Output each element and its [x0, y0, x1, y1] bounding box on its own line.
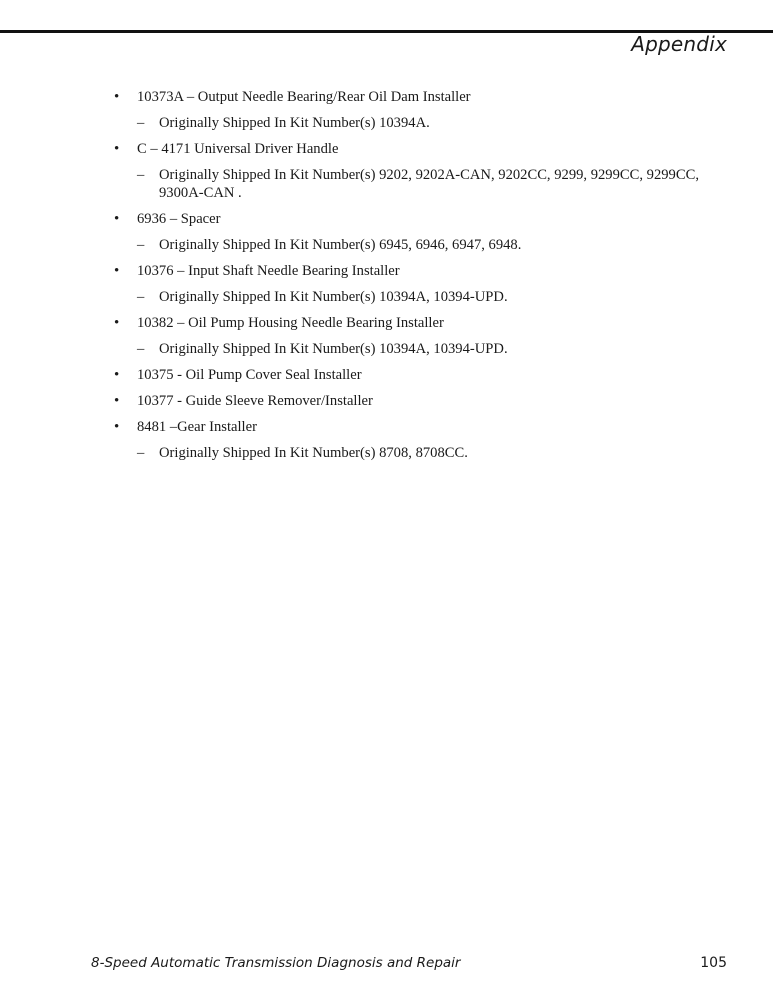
kit-note-text: Originally Shipped In Kit Number(s) 8708, 8708CC.	[159, 445, 468, 461]
tool-name-text: 10377 - Guide Sleeve Remover/Installer	[137, 393, 373, 409]
bullet-marker: •	[114, 263, 120, 279]
tool-list-item	[114, 262, 734, 280]
kit-note-item	[114, 236, 734, 254]
kit-note-text: Originally Shipped In Kit Number(s) 10394A.	[159, 115, 430, 131]
bullet-marker: •	[114, 367, 120, 383]
page-number: 105	[700, 955, 727, 971]
bullet-marker: •	[114, 393, 120, 409]
tool-list-item	[114, 392, 734, 410]
tool-name-text: 8481 –Gear Installer	[137, 419, 257, 435]
tool-name-text: C – 4171 Universal Driver Handle	[137, 141, 339, 157]
tool-name-text: 10373A – Output Needle Bearing/Rear Oil Dam Installer	[137, 89, 471, 105]
footer-document-title: 8-Speed Automatic Transmission Diagnosis and Repair	[91, 955, 461, 971]
tool-name-text: 6936 – Spacer	[137, 211, 221, 227]
dash-marker: –	[137, 237, 145, 253]
dash-marker: –	[137, 289, 145, 305]
kit-note-text: Originally Shipped In Kit Number(s) 10394A, 10394-UPD.	[159, 341, 508, 357]
bullet-marker: •	[114, 89, 120, 105]
dash-marker: –	[137, 445, 145, 461]
kit-note-item	[114, 114, 734, 132]
kit-note-item	[114, 340, 734, 358]
kit-note-text: Originally Shipped In Kit Number(s) 9202, 9202A-CAN, 9202CC, 9299, 9299CC, 9299CC, 9300A-CAN .	[159, 167, 699, 201]
dash-marker: –	[137, 115, 145, 131]
dash-marker: –	[137, 167, 145, 183]
tool-name-text: 10376 – Input Shaft Needle Bearing Installer	[137, 263, 400, 279]
dash-marker: –	[137, 341, 145, 357]
tool-list	[114, 88, 734, 470]
tool-list-item	[114, 88, 734, 106]
kit-note-text: Originally Shipped In Kit Number(s) 6945, 6946, 6947, 6948.	[159, 237, 522, 253]
tool-list-item	[114, 418, 734, 436]
kit-note-item	[114, 288, 734, 306]
bullet-marker: •	[114, 211, 120, 227]
section-title: Appendix	[631, 32, 727, 56]
kit-note-item	[114, 166, 734, 202]
tool-list-item	[114, 366, 734, 384]
bullet-marker: •	[114, 315, 120, 331]
tool-list-item	[114, 314, 734, 332]
tool-name-text: 10382 – Oil Pump Housing Needle Bearing Installer	[137, 315, 444, 331]
kit-note-item	[114, 444, 734, 462]
tool-list-item	[114, 210, 734, 228]
tool-name-text: 10375 - Oil Pump Cover Seal Installer	[137, 367, 362, 383]
tool-list-item	[114, 140, 734, 158]
bullet-marker: •	[114, 419, 120, 435]
kit-note-text: Originally Shipped In Kit Number(s) 10394A, 10394-UPD.	[159, 289, 508, 305]
bullet-marker: •	[114, 141, 120, 157]
